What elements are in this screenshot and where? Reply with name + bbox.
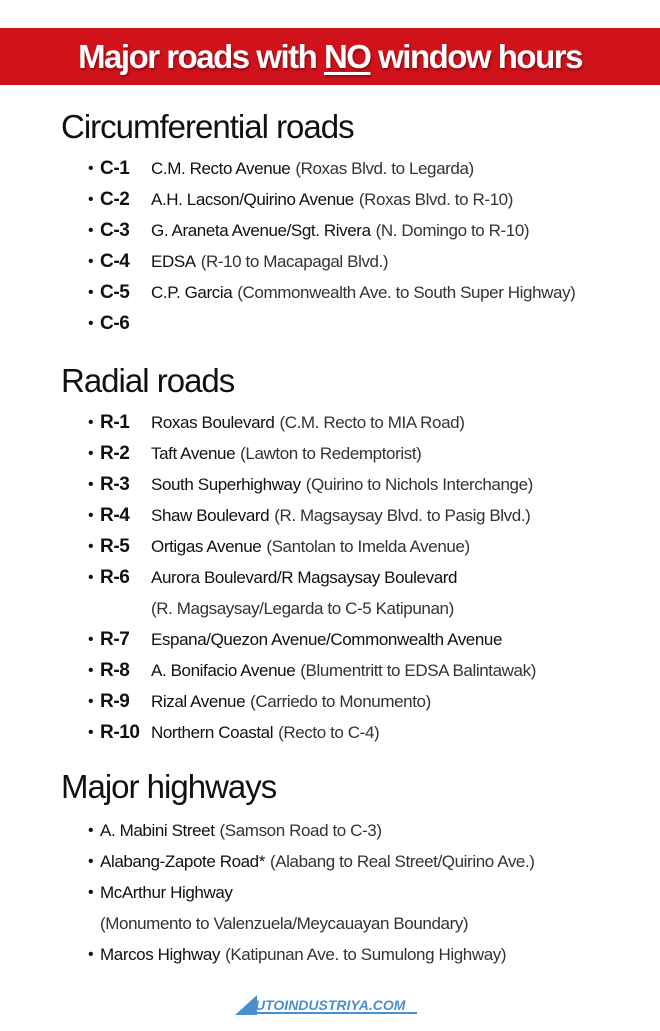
list-item: • R-2 Taft Avenue (Lawton to Redemptorist) [88,442,422,464]
section-title-radial: Radial roads [61,362,235,399]
list-item-continuation: (Monumento to Valenzuela/Meycauayan Boundary) [100,913,469,933]
list-item: • R-8 A. Bonifacio Avenue (Blumentritt to EDSA Balintawak) [88,659,536,681]
section-title-circumferential: Circumferential roads [61,108,354,145]
list-item: • R-7 Espana/Quezon Avenue/Commonwealth Avenue [88,628,503,650]
radial-list [88,407,536,748]
list-item: • R-9 Rizal Avenue (Carriedo to Monumento) [88,690,431,712]
list-item: • Alabang-Zapote Road* (Alabang to Real Street/Quirino Ave.) [88,851,535,871]
circumferential-list [88,153,575,339]
logo-triangle-icon [235,995,420,1015]
list-item: • R-4 Shaw Boulevard (R. Magsaysay Blvd. to Pasig Blvd.) [88,504,531,526]
list-item: • R-10 Northern Coastal (Recto to C-4) [88,721,380,743]
list-item: • A. Mabini Street (Samson Road to C-3) [88,820,382,840]
list-item: • C-4 EDSA (R-10 to Macapagal Blvd.) [88,250,389,272]
list-item: • C-5 C.P. Garcia (Commonwealth Ave. to South Super Highway) [88,281,576,303]
list-item: • R-5 Ortigas Avenue (Santolan to Imelda Avenue) [88,535,470,557]
list-item: • C-2 A.H. Lacson/Quirino Avenue (Roxas Blvd. to R-10) [88,188,513,210]
page-title: Major roads with NO window hours [78,37,582,75]
list-item: • R-1 Roxas Boulevard (C.M. Recto to MIA Road) [88,411,465,433]
title-banner [0,28,660,85]
list-item: • Marcos Highway (Katipunan Ave. to Sumulong Highway) [88,944,507,964]
section-title-highways: Major highways [61,768,277,805]
autoindustriya-logo [235,995,420,1015]
list-item: • C-6 [88,312,130,334]
list-item: • C-3 G. Araneta Avenue/Sgt. Rivera (N. Domingo to R-10) [88,219,530,241]
highways-list [88,815,535,970]
list-item-continuation: (R. Magsaysay/Legarda to C-5 Katipunan) [151,598,454,618]
list-item: • R-3 South Superhighway (Quirino to Nichols Interchange) [88,473,533,495]
list-item: • R-6 Aurora Boulevard/R Magsaysay Boulevard [88,566,458,588]
logo-text: UTOINDUSTRIYA.COM [255,997,406,1013]
list-item: • McArthur Highway [88,882,233,902]
list-item: • C-1 C.M. Recto Avenue (Roxas Blvd. to Legarda) [88,157,474,179]
